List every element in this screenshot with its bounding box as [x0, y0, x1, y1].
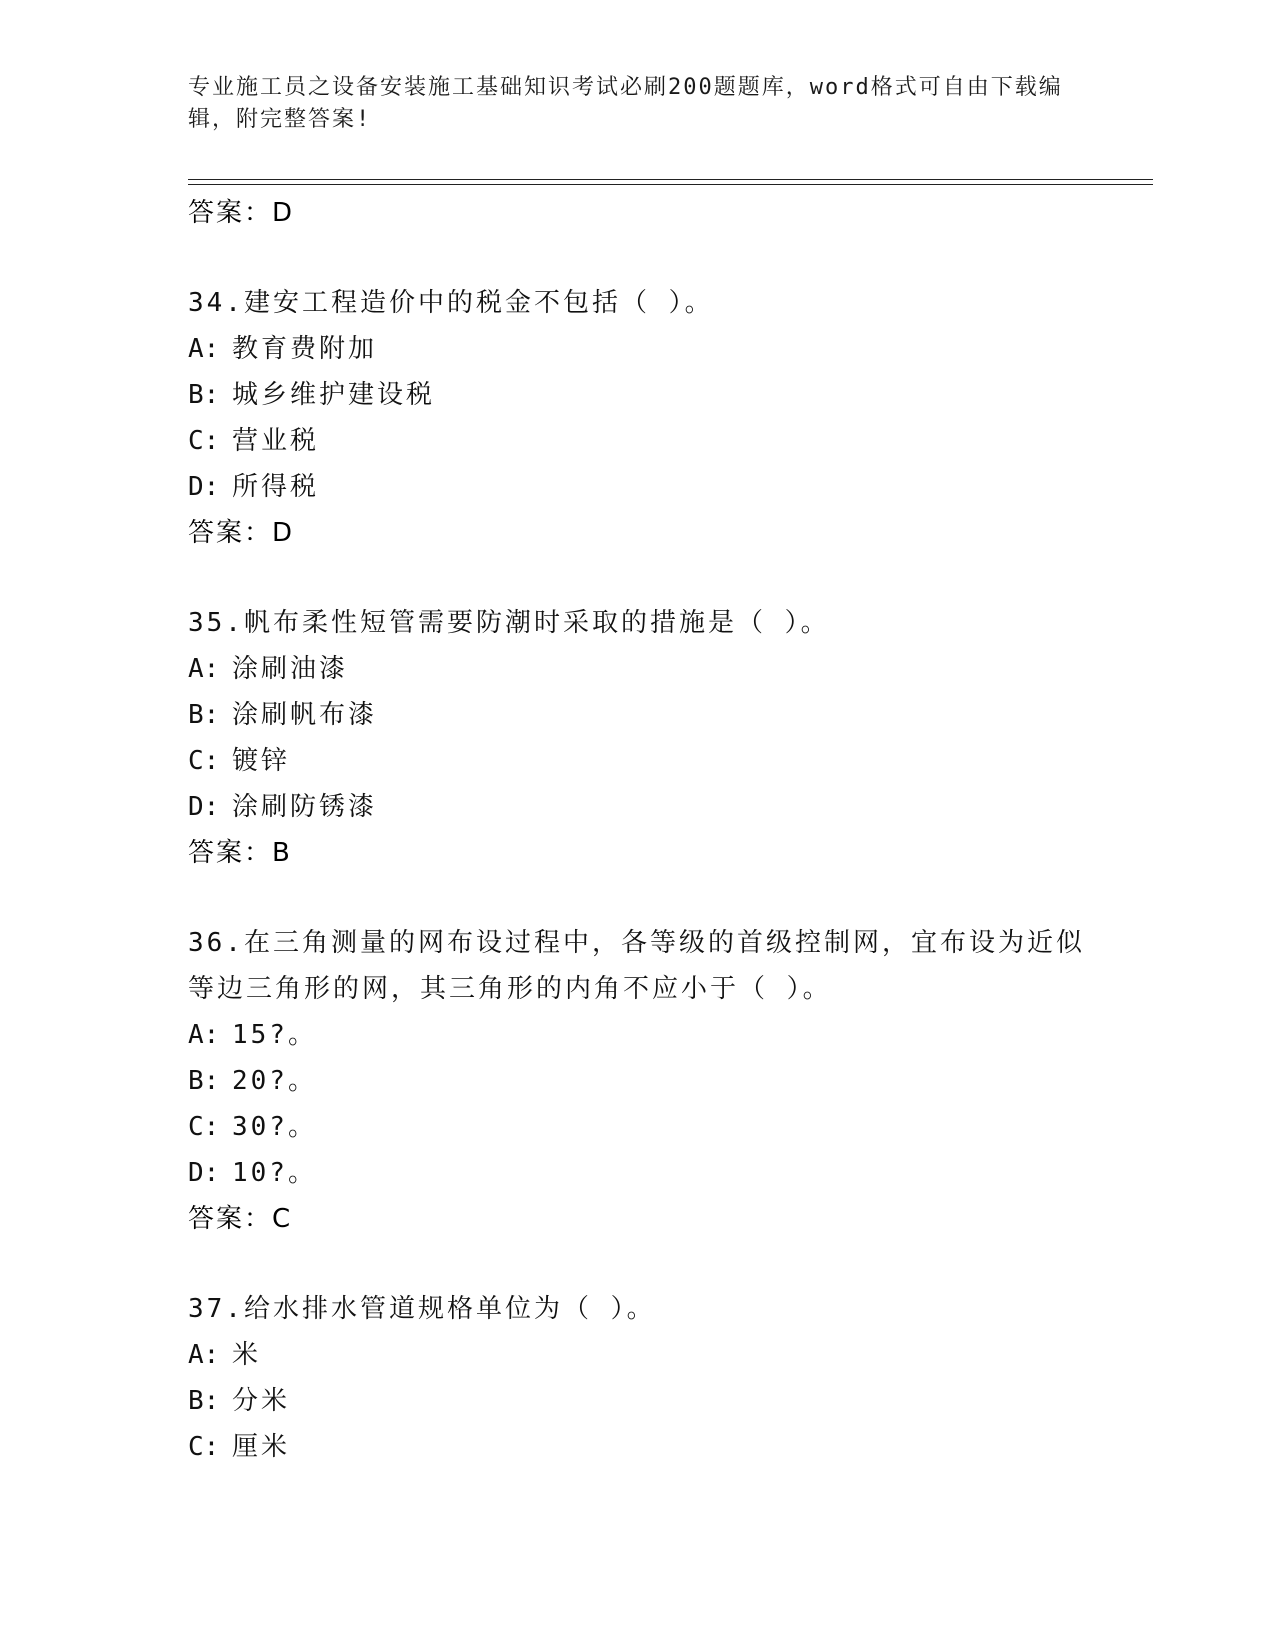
spacer: [188, 236, 1088, 280]
answer-line: 答案：D: [188, 518, 295, 548]
question-stem: 35.帆布柔性短管需要防潮时采取的措施是（ ）。: [188, 608, 830, 638]
header-divider-top: [188, 179, 1153, 180]
option-letter: C:: [188, 1112, 220, 1142]
option-d: [188, 1150, 1088, 1196]
option-a: [188, 326, 1088, 372]
question-block: [188, 920, 1088, 1242]
question-block: [188, 1286, 1088, 1470]
spacer: [188, 1242, 1088, 1286]
option-a: [188, 1332, 1088, 1378]
spacer: [188, 876, 1088, 920]
option-letter: C:: [188, 426, 220, 456]
option-letter: C:: [188, 1432, 220, 1462]
option-letter: A:: [188, 1020, 220, 1050]
answer-line: 答案：D: [188, 198, 295, 228]
option-text: 所得税: [232, 472, 320, 502]
option-letter: A:: [188, 334, 220, 364]
option-letter: B:: [188, 380, 220, 410]
option-b: [188, 372, 1088, 418]
option-c: [188, 1424, 1088, 1470]
option-text: 城乡维护建设税: [232, 380, 436, 410]
question-stem: 34.建安工程造价中的税金不包括（ ）。: [188, 288, 714, 318]
option-c: [188, 1104, 1088, 1150]
option-b: [188, 1058, 1088, 1104]
option-text: 厘米: [232, 1432, 291, 1462]
option-a: [188, 646, 1088, 692]
question-block: [188, 600, 1088, 876]
option-text: 米: [232, 1340, 262, 1370]
document-body: [188, 190, 1088, 1470]
option-text: 15?。: [232, 1020, 317, 1050]
option-text: 涂刷防锈漆: [232, 792, 378, 822]
option-b: [188, 692, 1088, 738]
option-text: 营业税: [232, 426, 320, 456]
option-b: [188, 1378, 1088, 1424]
option-letter: B:: [188, 700, 220, 730]
answer-line: 答案：B: [188, 838, 292, 868]
spacer: [188, 556, 1088, 600]
option-text: 涂刷帆布漆: [232, 700, 378, 730]
option-letter: B:: [188, 1066, 220, 1096]
option-c: [188, 738, 1088, 784]
header-title: 专业施工员之设备安装施工基础知识考试必刷200题题库，word格式可自由下载编辑，附完整答案!: [188, 75, 1063, 132]
option-text: 教育费附加: [232, 334, 378, 364]
option-letter: D:: [188, 792, 220, 822]
answer-line: 答案：C: [188, 1204, 293, 1234]
option-text: 镀锌: [232, 746, 291, 776]
option-d: [188, 784, 1088, 830]
option-d: [188, 464, 1088, 510]
option-letter: D:: [188, 472, 220, 502]
option-letter: C:: [188, 746, 220, 776]
option-letter: A:: [188, 1340, 220, 1370]
option-text: 分米: [232, 1386, 291, 1416]
option-text: 涂刷油漆: [232, 654, 349, 684]
option-letter: B:: [188, 1386, 220, 1416]
option-letter: D:: [188, 1158, 220, 1188]
option-text: 30?。: [232, 1112, 317, 1142]
option-letter: A:: [188, 654, 220, 684]
question-block: [188, 280, 1088, 556]
option-c: [188, 418, 1088, 464]
option-a: [188, 1012, 1088, 1058]
question-stem: 37.给水排水管道规格单位为（ ）。: [188, 1294, 656, 1324]
option-text: 20?。: [232, 1066, 317, 1096]
question-stem: 36.在三角测量的网布设过程中，各等级的首级控制网，宜布设为近似等边三角形的网，其三角形的内角不应小于（ ）。: [188, 928, 1085, 1004]
document-header: [188, 72, 1068, 136]
option-text: 10?。: [232, 1158, 317, 1188]
header-divider-bottom: [188, 184, 1153, 185]
